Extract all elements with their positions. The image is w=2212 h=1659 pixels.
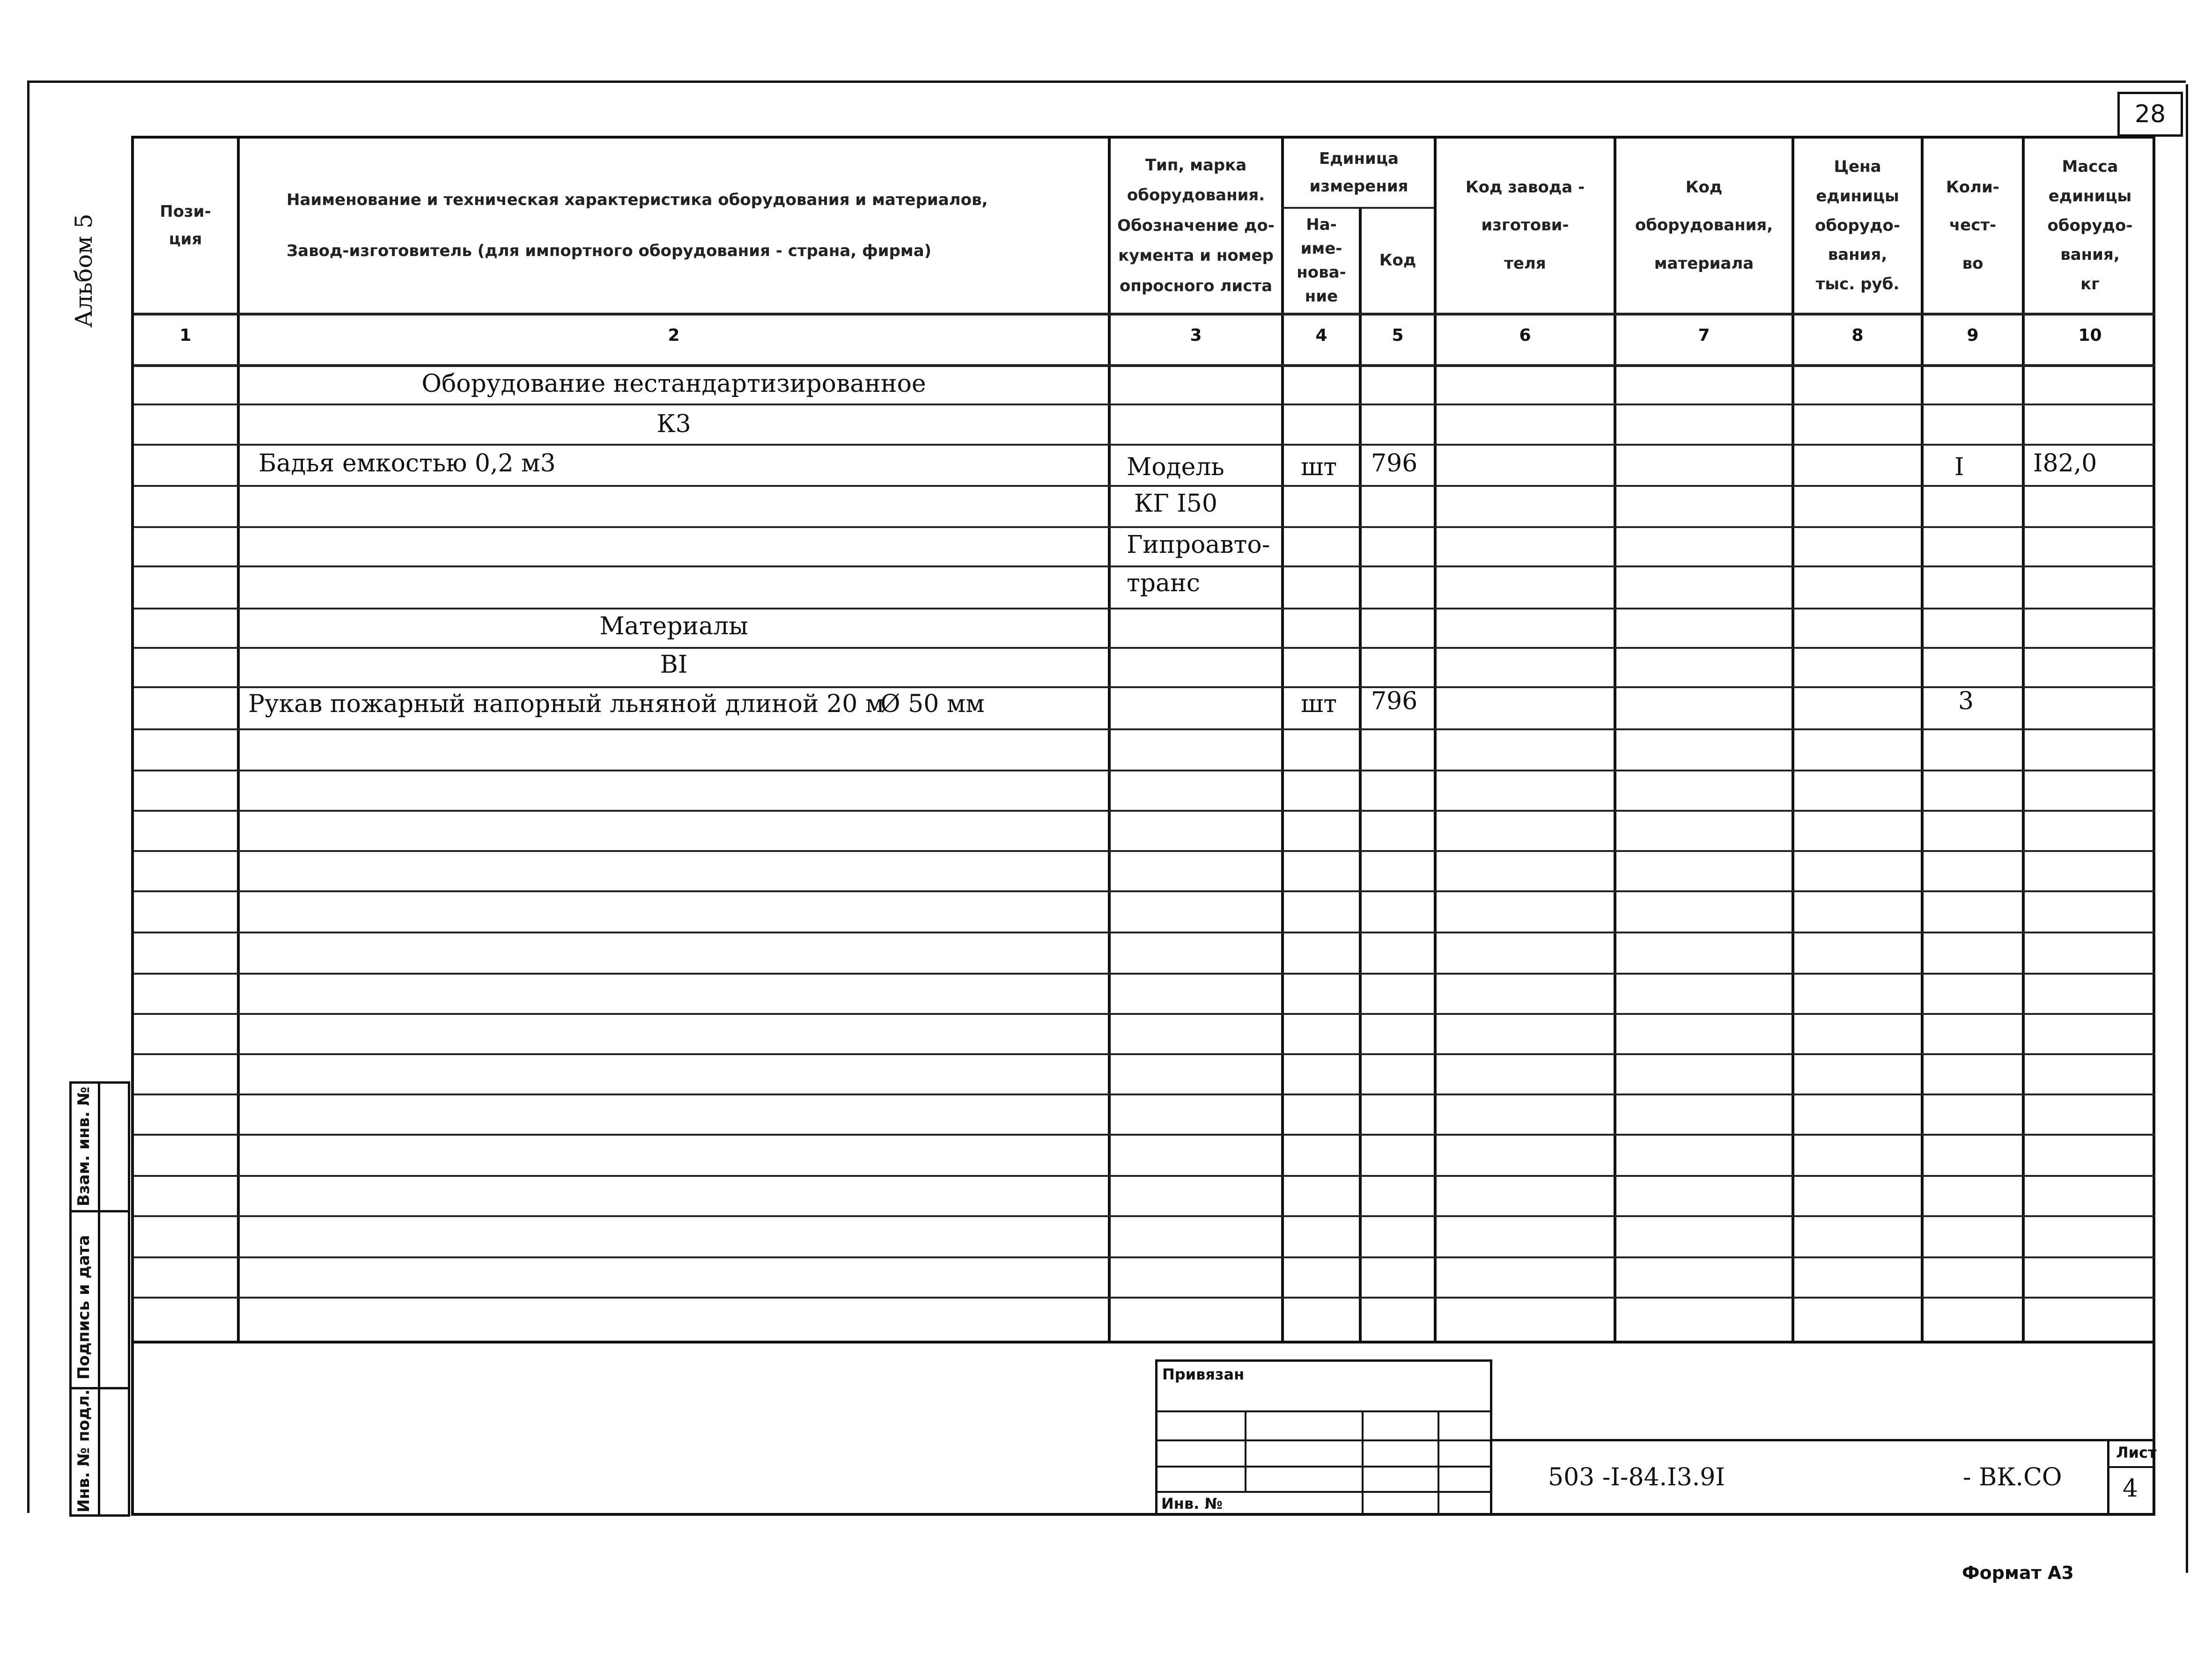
stamp-label-replacement: Взам. инв. № [74,1086,93,1206]
section-title: Оборудование нестандартизированное [421,370,926,398]
row-line [134,404,2155,405]
column-number: 5 [1392,326,1404,345]
header-unit-name: На- име- нова- ние [1297,215,1346,306]
row-line [134,850,2155,852]
sheet-divider [2109,1466,2155,1468]
item-unit-code: 796 [1371,687,1418,715]
row-line [134,1175,2155,1177]
attached-label: Привязан [1162,1365,1245,1383]
stamp-label-signature: Подпись и дата [74,1235,93,1380]
col-divider-7 [1792,139,1794,1343]
title-block-line [1158,1439,1490,1441]
album-label: Альбом 5 [70,213,97,328]
item-name: Рукав пожарный напорный льняной длиной 20 м [248,690,885,718]
header-unit-group: Единица измерения [1309,149,1408,196]
item-type: КГ I50 [1134,490,1217,518]
row-line [134,485,2155,487]
col-divider-5 [1434,139,1437,1343]
subsection-title: К3 [656,410,691,438]
header-mass: Масса единицы оборудо- вания, кг [2047,157,2133,294]
col-divider-2 [1108,139,1111,1343]
item-quantity: 3 [1958,687,1974,715]
column-number: 2 [668,326,680,345]
item-mass: I82,0 [2033,449,2097,477]
item-type: транс [1127,569,1200,597]
section-title: Материалы [599,612,748,640]
row-line [134,1297,2155,1299]
document-code: 503 -I-84.I3.9I [1548,1463,1725,1491]
row-line [134,526,2155,528]
column-number: 6 [1519,326,1531,345]
col-divider-4 [1359,209,1362,1343]
stamp-divider [98,1084,100,1514]
title-block-vline [1362,1410,1364,1513]
column-number: 9 [1967,326,1979,345]
header-equipment-code: Код оборудования, материала [1635,177,1773,273]
column-number: 1 [179,326,192,345]
item-type: Гипроавто- [1127,531,1270,559]
format-label: Формат А3 [1962,1563,2074,1583]
column-number: 8 [1851,326,1864,345]
row-line [134,1053,2155,1055]
col-divider-3 [1281,139,1284,1343]
title-block [1155,1359,1492,1516]
stamp-divider [72,1210,128,1212]
row-line [134,444,2155,446]
header-unit-code: Код [1379,251,1416,270]
row-line [134,932,2155,933]
sheet-label: Лист [2116,1444,2157,1461]
item-unit: шт [1301,690,1337,718]
header-price: Цена единицы оборудо- вания, тыс. руб. [1815,157,1900,294]
title-block-line [1158,1410,1490,1412]
header-position: Пози- ция [160,202,211,249]
frame-top-border [27,81,2186,83]
row-line [134,973,2155,975]
row-line [134,1094,2155,1095]
col-divider-9 [2022,139,2025,1343]
sheet-number: 4 [2123,1475,2138,1503]
page-number: 28 [2117,92,2183,137]
row-line [134,686,2155,688]
row-line [134,810,2155,812]
title-block-vline [1438,1410,1439,1513]
title-block-vline [1245,1410,1246,1491]
row-line [134,1215,2155,1217]
row-line [134,1256,2155,1258]
header-type: Тип, марка оборудования. Обозначение до- кумента и номер опросного листа [1117,155,1275,295]
col-divider-1 [237,139,240,1343]
row-line [134,647,2155,649]
row-line [134,1013,2155,1015]
document-code-suffix: - ВК.СО [1963,1463,2062,1491]
item-unit-code: 796 [1371,449,1418,477]
column-number: 10 [2078,326,2102,345]
subsection-title: ВI [660,651,688,679]
specification-table [131,136,2155,1343]
side-stamp [69,1081,130,1517]
col-divider-8 [1921,139,1924,1343]
row-line [134,728,2155,730]
item-diameter: Ø 50 мм [880,690,985,718]
column-number: 3 [1190,326,1202,345]
column-number: 4 [1315,326,1327,345]
column-number: 7 [1698,326,1710,345]
row-line [134,1134,2155,1136]
title-block-line [1158,1491,1490,1493]
header-name: Наименование и техническая характеристика оборудования и материалов, Завод-изготовитель (для импортного оборудования - страна, фирма) [287,190,988,260]
header-quantity: Коли- чест- во [1946,177,1999,273]
header-manufacturer-code: Код завода - изготови- теля [1465,177,1585,273]
row-line [134,608,2155,609]
item-name: Бадья емкостью 0,2 м3 [258,449,556,477]
frame-right-border [2186,84,2188,1573]
inventory-number-label: Инв. № [1161,1495,1223,1512]
row-line [134,890,2155,892]
row-line [134,770,2155,771]
item-unit: шт [1301,453,1337,481]
sheet-box [2107,1439,2155,1516]
title-block-line [1158,1466,1490,1468]
item-quantity: I [1954,453,1964,481]
header-bottom-line [134,313,2155,316]
col-divider-6 [1614,139,1616,1343]
colnum-bottom-line [134,364,2155,367]
document-code-line [1492,1439,2155,1441]
bottom-area [131,1342,2155,1516]
row-line [134,565,2155,567]
stamp-label-inventory: Инв. № подл. [74,1389,93,1512]
frame-left-border [27,81,29,1513]
item-type: Модель [1127,453,1224,481]
